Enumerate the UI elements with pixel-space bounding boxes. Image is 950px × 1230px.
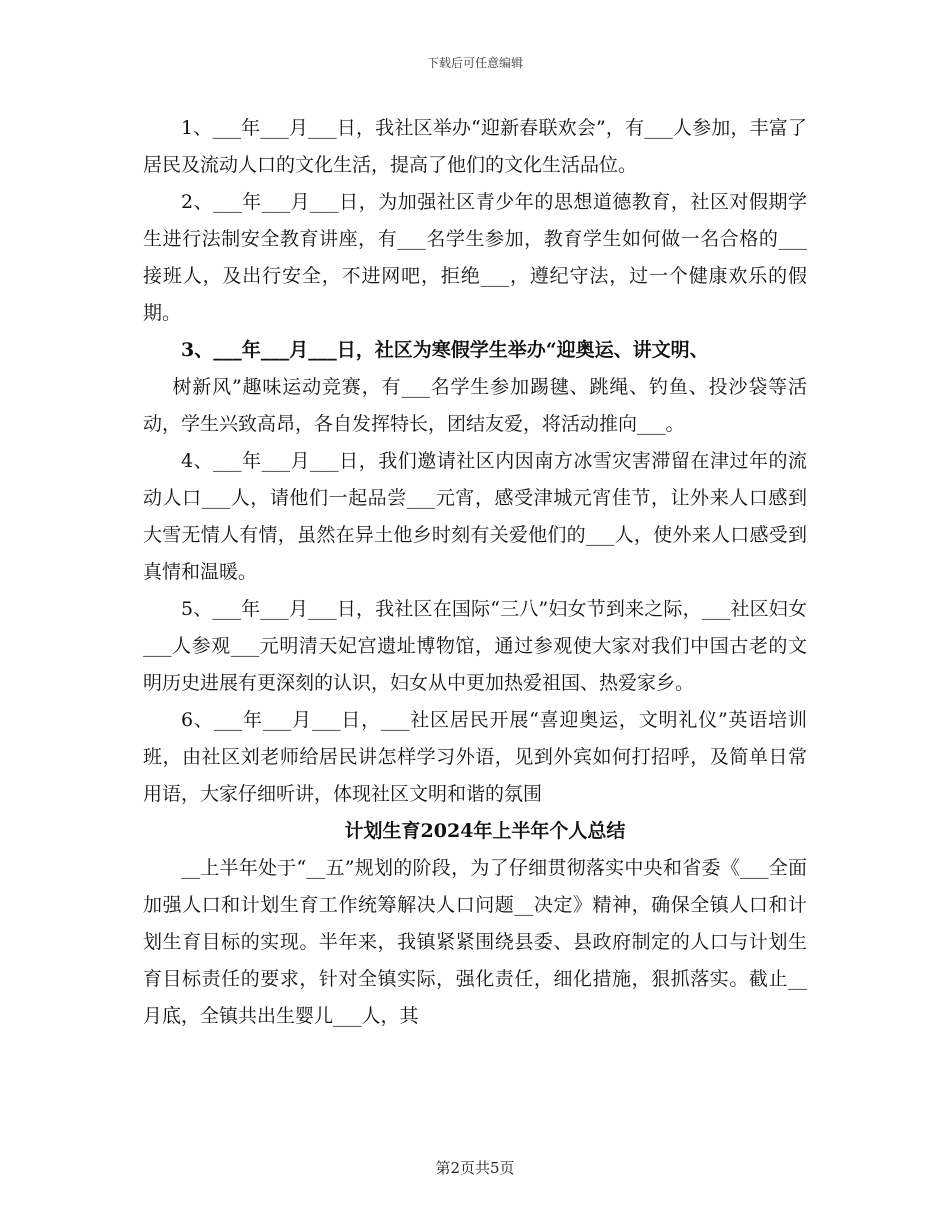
paragraph-item-4: 4、___年___月___日，我们邀请社区内因南方冰雪灾害滞留在津过年的流动人口___人，请他们一起品尝___元宵，感受津城元宵佳节，让外来人口感到大雪无情人有情，虽然在异土他乡时刻有关爱他们的___人，使外来人口感受到真情和温暖。 <box>143 450 807 583</box>
section-body: __上半年处于“__五”规划的阶段，为了仔细贯彻落实中央和省委《___全面加强人口和计划生育工作统筹解决人口问题__决定》精神，确保全镇人口和计划生育目标的实现。半年来，我镇紧紧围绕县委、县政府制定的人口与计划生育目标责任的要求，针对全镇实际，强化责任，细化措施，狠抓落实。截止__月底，全镇共出生婴儿___人，其 <box>143 857 807 1027</box>
paragraph-item-3-body: 树新风”趣味运动竞赛，有___名学生参加踢毽、跳绳、钓鱼、投沙袋等活动，学生兴致高昂，各自发挥特长，团结友爱，将活动推向___。 <box>143 376 807 435</box>
section-title: 计划生育2024年上半年个人总结 <box>344 820 626 842</box>
paragraph-item-3-heading: 3、___年___月___日，社区为寒假学生举办“迎奥运、讲文明、 <box>181 339 709 361</box>
document-body <box>143 110 807 1035</box>
paragraph-item-5: 5、___年___月___日，我社区在国际“三八”妇女节到来之际，___社区妇女___人参观___元明清天妃宫遗址博物馆，通过参观使大家对我们中国古老的文明历史进展有更深刻的认识，妇女从中更加热爱祖国、热爱家乡。 <box>143 598 807 694</box>
header-note: 下载后可任意编辑 <box>426 56 523 70</box>
paragraph-item-2: 2、___年___月___日，为加强社区青少年的思想道德教育，社区对假期学生进行法制安全教育讲座，有___名学生参加，教育学生如何做一名合格的___接班人，及出行安全，不进网吧，拒绝___，遵纪守法，过一个健康欢乐的假期。 <box>143 191 807 324</box>
paragraph-item-1: 1、___年___月___日，我社区举办“迎新春联欢会”，有___人参加，丰富了居民及流动人口的文化生活，提高了他们的文化生活品位。 <box>143 117 807 176</box>
page-number: 第2页共5页 <box>435 1159 515 1177</box>
paragraph-item-6: 6、___年___月___日，___社区居民开展“喜迎奥运，文明礼仪”英语培训班，由社区刘老师给居民讲怎样学习外语，见到外宾如何打招呼，及简单日常用语，大家仔细听讲，体现社区文明和谐的氛围 <box>143 709 807 805</box>
